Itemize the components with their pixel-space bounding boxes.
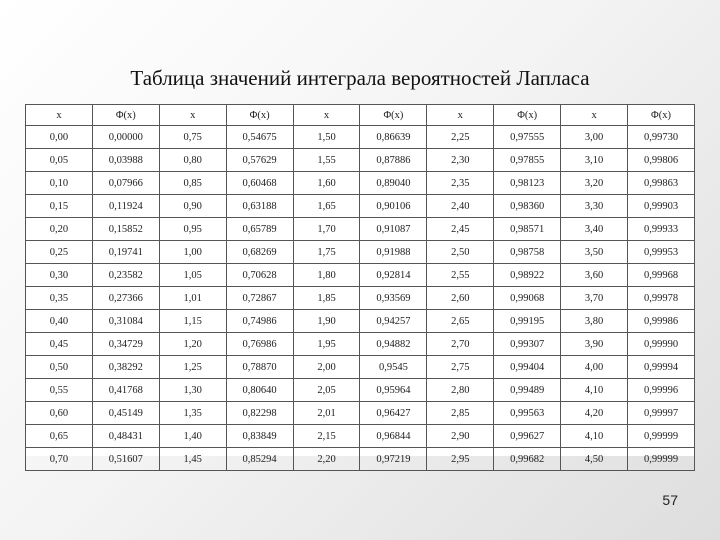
phi-value-cell: 0,57629 [226,149,293,172]
table-row [26,264,695,287]
x-value-cell: 3,50 [561,241,628,264]
phi-value-cell: 0,99996 [628,379,695,402]
x-value-cell: 0,00 [26,126,93,149]
x-value-cell: 1,50 [293,126,360,149]
phi-value-cell: 0,38292 [92,356,159,379]
x-value-cell: 3,40 [561,218,628,241]
column-header: x [159,105,226,126]
table-row [26,425,695,448]
x-value-cell: 2,60 [427,287,494,310]
phi-value-cell: 0,99730 [628,126,695,149]
x-value-cell: 0,65 [26,425,93,448]
page-title: Таблица значений интеграла вероятностей Лапласа [130,66,590,90]
phi-value-cell: 0,99999 [628,448,695,471]
phi-value-cell: 0,99068 [494,287,561,310]
x-value-cell: 0,10 [26,172,93,195]
table-body [26,126,695,471]
phi-value-cell: 0,95964 [360,379,427,402]
x-value-cell: 2,00 [293,356,360,379]
x-value-cell: 0,40 [26,310,93,333]
x-value-cell: 3,10 [561,149,628,172]
x-value-cell: 0,75 [159,126,226,149]
table-row [26,379,695,402]
x-value-cell: 1,85 [293,287,360,310]
phi-value-cell: 0,99986 [628,310,695,333]
x-value-cell: 0,35 [26,287,93,310]
phi-value-cell: 0,97855 [494,149,561,172]
phi-value-cell: 0,87886 [360,149,427,172]
phi-value-cell: 0,99806 [628,149,695,172]
x-value-cell: 2,85 [427,402,494,425]
x-value-cell: 2,30 [427,149,494,172]
phi-value-cell: 0,97219 [360,448,427,471]
phi-value-cell: 0,41768 [92,379,159,402]
x-value-cell: 0,70 [26,448,93,471]
x-value-cell: 2,75 [427,356,494,379]
phi-value-cell: 0,31084 [92,310,159,333]
phi-value-cell: 0,86639 [360,126,427,149]
phi-value-cell: 0,23582 [92,264,159,287]
column-header: Φ(x) [628,105,695,126]
phi-value-cell: 0,99997 [628,402,695,425]
x-value-cell: 3,00 [561,126,628,149]
x-value-cell: 1,40 [159,425,226,448]
laplace-table-container [25,104,695,465]
x-value-cell: 4,20 [561,402,628,425]
table-row [26,195,695,218]
x-value-cell: 4,00 [561,356,628,379]
table-row [26,448,695,471]
x-value-cell: 2,65 [427,310,494,333]
x-value-cell: 0,50 [26,356,93,379]
phi-value-cell: 0,98360 [494,195,561,218]
phi-value-cell: 0,89040 [360,172,427,195]
x-value-cell: 0,95 [159,218,226,241]
x-value-cell: 1,30 [159,379,226,402]
x-value-cell: 0,60 [26,402,93,425]
x-value-cell: 0,90 [159,195,226,218]
phi-value-cell: 0,45149 [92,402,159,425]
column-header: x [427,105,494,126]
phi-value-cell: 0,98758 [494,241,561,264]
x-value-cell: 2,05 [293,379,360,402]
x-value-cell: 1,20 [159,333,226,356]
x-value-cell: 1,01 [159,287,226,310]
x-value-cell: 2,25 [427,126,494,149]
x-value-cell: 0,05 [26,149,93,172]
header-row [26,105,695,126]
x-value-cell: 1,70 [293,218,360,241]
x-value-cell: 1,60 [293,172,360,195]
phi-value-cell: 0,27366 [92,287,159,310]
phi-value-cell: 0,94257 [360,310,427,333]
phi-value-cell: 0,99968 [628,264,695,287]
column-header: Φ(x) [226,105,293,126]
x-value-cell: 2,35 [427,172,494,195]
x-value-cell: 1,15 [159,310,226,333]
x-value-cell: 2,80 [427,379,494,402]
phi-value-cell: 0,97555 [494,126,561,149]
phi-value-cell: 0,07966 [92,172,159,195]
phi-value-cell: 0,99682 [494,448,561,471]
phi-value-cell: 0,99903 [628,195,695,218]
x-value-cell: 1,55 [293,149,360,172]
x-value-cell: 1,05 [159,264,226,287]
x-value-cell: 4,50 [561,448,628,471]
x-value-cell: 4,10 [561,425,628,448]
phi-value-cell: 0,72867 [226,287,293,310]
phi-value-cell: 0,99953 [628,241,695,264]
phi-value-cell: 0,70628 [226,264,293,287]
x-value-cell: 2,40 [427,195,494,218]
phi-value-cell: 0,48431 [92,425,159,448]
phi-value-cell: 0,00000 [92,126,159,149]
x-value-cell: 2,70 [427,333,494,356]
x-value-cell: 2,90 [427,425,494,448]
x-value-cell: 3,60 [561,264,628,287]
column-header: x [26,105,93,126]
x-value-cell: 2,15 [293,425,360,448]
x-value-cell: 1,00 [159,241,226,264]
phi-value-cell: 0,83849 [226,425,293,448]
phi-value-cell: 0,99994 [628,356,695,379]
table-row [26,287,695,310]
phi-value-cell: 0,98123 [494,172,561,195]
phi-value-cell: 0,99404 [494,356,561,379]
x-value-cell: 3,30 [561,195,628,218]
phi-value-cell: 0,98571 [494,218,561,241]
x-value-cell: 3,90 [561,333,628,356]
x-value-cell: 0,25 [26,241,93,264]
phi-value-cell: 0,34729 [92,333,159,356]
phi-value-cell: 0,78870 [226,356,293,379]
x-value-cell: 2,55 [427,264,494,287]
phi-value-cell: 0,91087 [360,218,427,241]
x-value-cell: 2,45 [427,218,494,241]
phi-value-cell: 0,60468 [226,172,293,195]
phi-value-cell: 0,96844 [360,425,427,448]
phi-value-cell: 0,65789 [226,218,293,241]
x-value-cell: 1,90 [293,310,360,333]
x-value-cell: 2,20 [293,448,360,471]
x-value-cell: 1,35 [159,402,226,425]
phi-value-cell: 0,80640 [226,379,293,402]
phi-value-cell: 0,9545 [360,356,427,379]
phi-value-cell: 0,51607 [92,448,159,471]
x-value-cell: 1,75 [293,241,360,264]
phi-value-cell: 0,63188 [226,195,293,218]
column-header: Φ(x) [360,105,427,126]
x-value-cell: 0,30 [26,264,93,287]
table-row [26,126,695,149]
x-value-cell: 2,95 [427,448,494,471]
table-row [26,241,695,264]
laplace-table [25,104,695,471]
phi-value-cell: 0,99195 [494,310,561,333]
x-value-cell: 3,70 [561,287,628,310]
phi-value-cell: 0,93569 [360,287,427,310]
phi-value-cell: 0,99990 [628,333,695,356]
table-row [26,218,695,241]
column-header: Φ(x) [494,105,561,126]
phi-value-cell: 0,99999 [628,425,695,448]
phi-value-cell: 0,94882 [360,333,427,356]
phi-value-cell: 0,99307 [494,333,561,356]
x-value-cell: 0,80 [159,149,226,172]
phi-value-cell: 0,74986 [226,310,293,333]
page-number: 57 [662,492,678,508]
phi-value-cell: 0,96427 [360,402,427,425]
x-value-cell: 0,15 [26,195,93,218]
x-value-cell: 3,20 [561,172,628,195]
column-header: x [293,105,360,126]
x-value-cell: 0,85 [159,172,226,195]
x-value-cell: 1,45 [159,448,226,471]
x-value-cell: 1,65 [293,195,360,218]
x-value-cell: 1,80 [293,264,360,287]
table-row [26,310,695,333]
table-row [26,402,695,425]
table-row [26,356,695,379]
table-header [26,105,695,126]
phi-value-cell: 0,99627 [494,425,561,448]
column-header: x [561,105,628,126]
x-value-cell: 1,95 [293,333,360,356]
x-value-cell: 0,20 [26,218,93,241]
phi-value-cell: 0,90106 [360,195,427,218]
phi-value-cell: 0,76986 [226,333,293,356]
x-value-cell: 2,50 [427,241,494,264]
phi-value-cell: 0,15852 [92,218,159,241]
x-value-cell: 0,55 [26,379,93,402]
phi-value-cell: 0,54675 [226,126,293,149]
phi-value-cell: 0,99563 [494,402,561,425]
phi-value-cell: 0,91988 [360,241,427,264]
x-value-cell: 1,25 [159,356,226,379]
column-header: Φ(x) [92,105,159,126]
phi-value-cell: 0,92814 [360,264,427,287]
phi-value-cell: 0,99863 [628,172,695,195]
phi-value-cell: 0,68269 [226,241,293,264]
x-value-cell: 3,80 [561,310,628,333]
phi-value-cell: 0,19741 [92,241,159,264]
x-value-cell: 4,10 [561,379,628,402]
phi-value-cell: 0,99489 [494,379,561,402]
table-row [26,172,695,195]
phi-value-cell: 0,11924 [92,195,159,218]
x-value-cell: 0,45 [26,333,93,356]
phi-value-cell: 0,98922 [494,264,561,287]
phi-value-cell: 0,82298 [226,402,293,425]
phi-value-cell: 0,85294 [226,448,293,471]
table-row [26,149,695,172]
table-row [26,333,695,356]
phi-value-cell: 0,03988 [92,149,159,172]
phi-value-cell: 0,99978 [628,287,695,310]
phi-value-cell: 0,99933 [628,218,695,241]
x-value-cell: 2,01 [293,402,360,425]
